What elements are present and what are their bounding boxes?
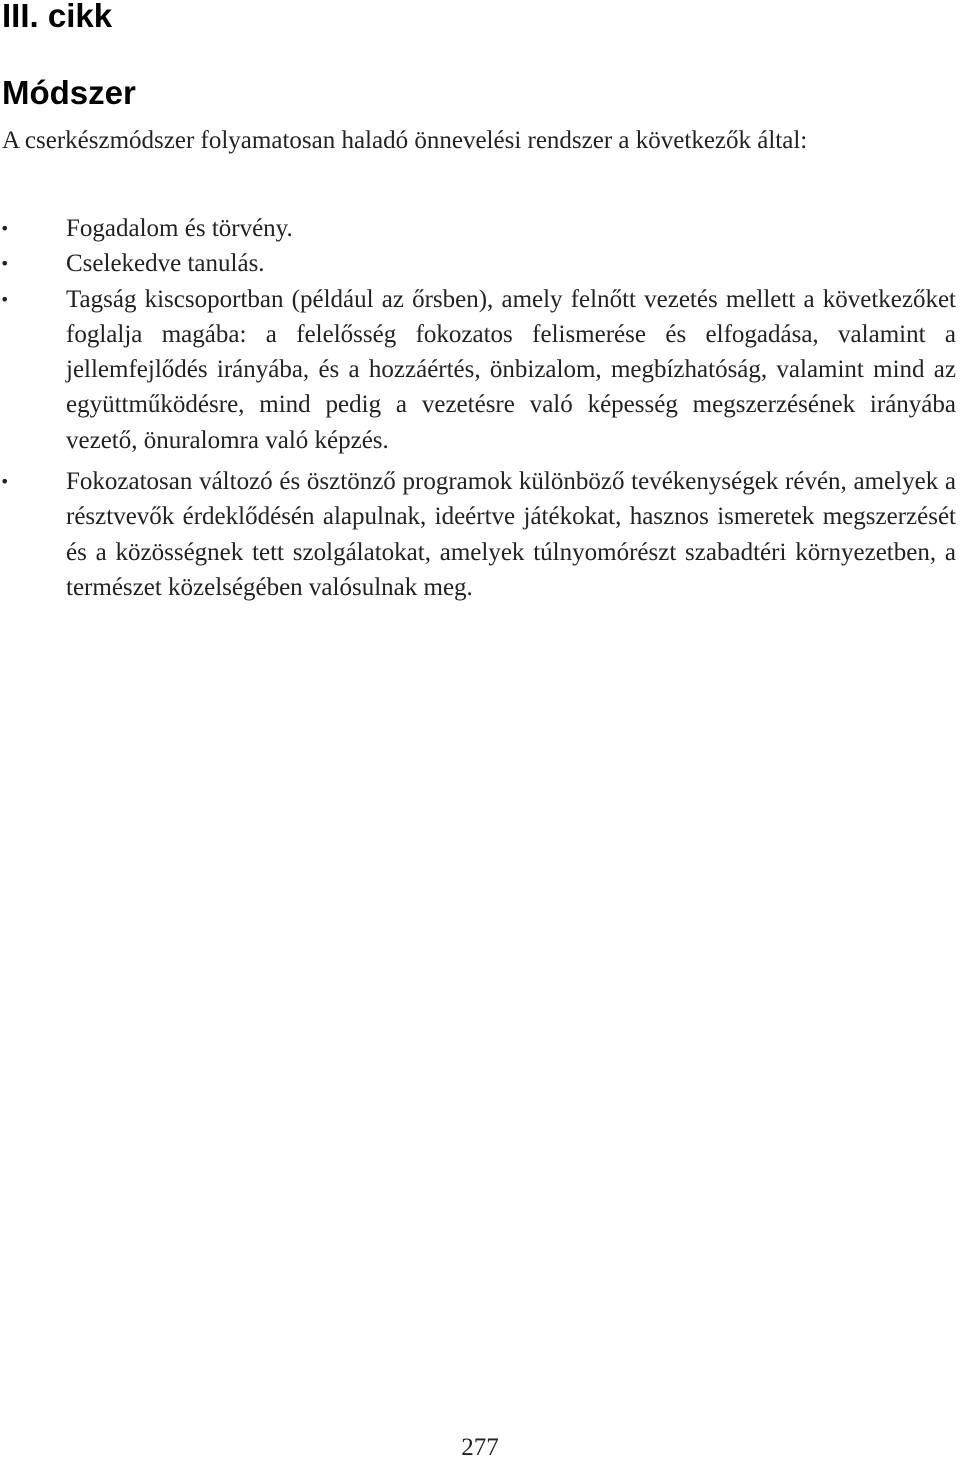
list-item-text: Cselekedve tanulás. [66, 250, 265, 278]
bullet-icon: • [0, 254, 10, 274]
list-item-text: Fogadalom és törvény. [66, 215, 293, 242]
page-number: 277 [461, 1434, 499, 1461]
list-item-text: Fokozatosan változó és ösztönző programok különböző tevékenységek révén, amelyek a résztvevők érdeklődésén alapulnak, ideértve játékokat, hasznos ismeretek megszerzését és a közösségnek tett szolgálatokat, amelyek túlnyomórészt szabadtéri környezetben, a természet közelségében valósulnak meg. [66, 468, 956, 601]
bullet-icon: • [0, 219, 10, 238]
list-item [0, 282, 956, 458]
section-heading: Módszer [2, 74, 136, 111]
method-list [0, 211, 956, 605]
bullet-icon: • [0, 472, 10, 492]
list-item [0, 246, 956, 281]
intro-paragraph: A cserkészmódszer folyamatosan haladó önnevelési rendszer a következők által: [2, 127, 808, 154]
list-item [0, 211, 956, 246]
list-item [0, 464, 956, 605]
bullet-icon: • [0, 289, 10, 309]
list-item-text: Tagság kiscsoportban (például az őrsben), amely felnőtt vezetés mellett a következőket foglalja magába: a felelősség fokozatos felismerése és elfogadása, valamint a jellemfejlődés irányába, és a hozzáértés, önbizalom, megbízhatóság, valamint mind az együttműködésre, mind pedig a vezetésre való képesség megszerzésének irányába vezető, önuralomra való képzés. [66, 285, 956, 454]
article-title: III. cikk [2, 0, 113, 34]
